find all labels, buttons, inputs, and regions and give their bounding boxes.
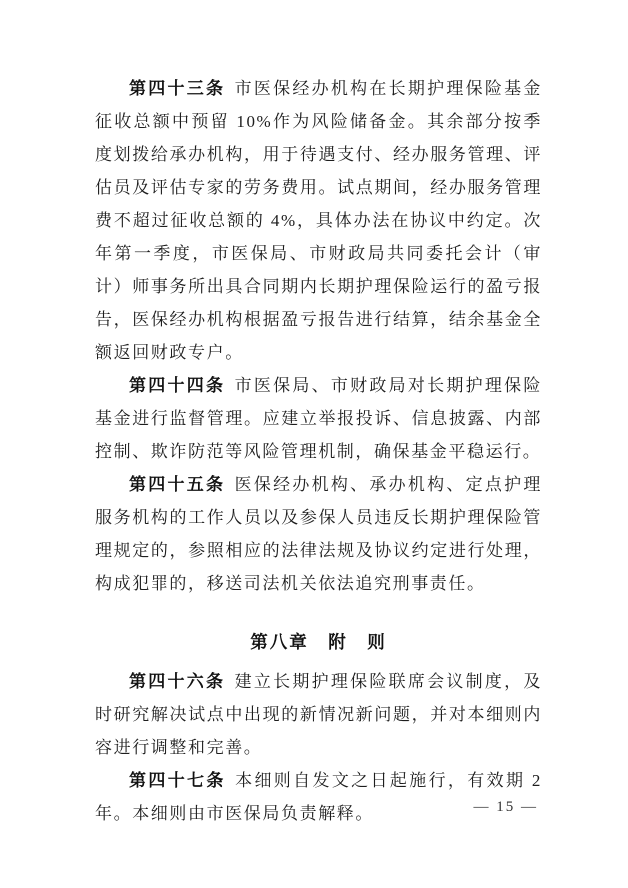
article-46-number: 第四十六条 bbox=[129, 672, 226, 691]
article-47-number: 第四十七条 bbox=[129, 771, 226, 790]
article-44-paragraph bbox=[95, 369, 542, 468]
page-number: — 15 — bbox=[473, 799, 538, 815]
article-44-number: 第四十四条 bbox=[129, 376, 226, 395]
article-44-text: 市医保局、市财政局对长期护理保险基金进行监督管理。应建立举报投诉、信息披露、内部控制、欺诈防范等风险管理机制，确保基金平稳运行。 bbox=[95, 376, 542, 461]
article-45-paragraph bbox=[95, 468, 542, 600]
article-43-paragraph bbox=[95, 72, 542, 369]
article-46-paragraph bbox=[95, 665, 542, 764]
article-45-number: 第四十五条 bbox=[129, 475, 226, 494]
article-46-text: 建立长期护理保险联席会议制度，及时研究解决试点中出现的新情况新问题，并对本细则内容进行调整和完善。 bbox=[95, 672, 542, 757]
article-43-number: 第四十三条 bbox=[129, 79, 226, 98]
chapter-heading: 第八章 附 则 bbox=[250, 632, 387, 652]
article-47-text: 本细则自发文之日起施行，有效期 2 年。本细则由市医保局负责解释。 bbox=[95, 771, 543, 823]
article-43-text: 市医保经办机构在长期护理保险基金征收总额中预留 10%作为风险储备金。其余部分按季度划拨给承办机构，用于待遇支付、经办服务管理、评估员及评估专家的劳务费用。试点期间，经办服务管理费不超过征收总额的 4%，具体办法在协议中约定。次年第一季度，市医保局、市财政局共同委托会计（审计）师事务所出具合同期内长期护理保险运行的盈亏报告，医保经办机构根据盈亏报告进行结算，结余基金全额返回财政专户。 bbox=[95, 79, 542, 362]
article-47-paragraph bbox=[95, 764, 542, 830]
article-45-text: 医保经办机构、承办机构、定点护理服务机构的工作人员以及参保人员违反长期护理保险管理规定的，参照相应的法律法规及协议约定进行处理，构成犯罪的，移送司法机关依法追究刑事责任。 bbox=[95, 475, 542, 593]
